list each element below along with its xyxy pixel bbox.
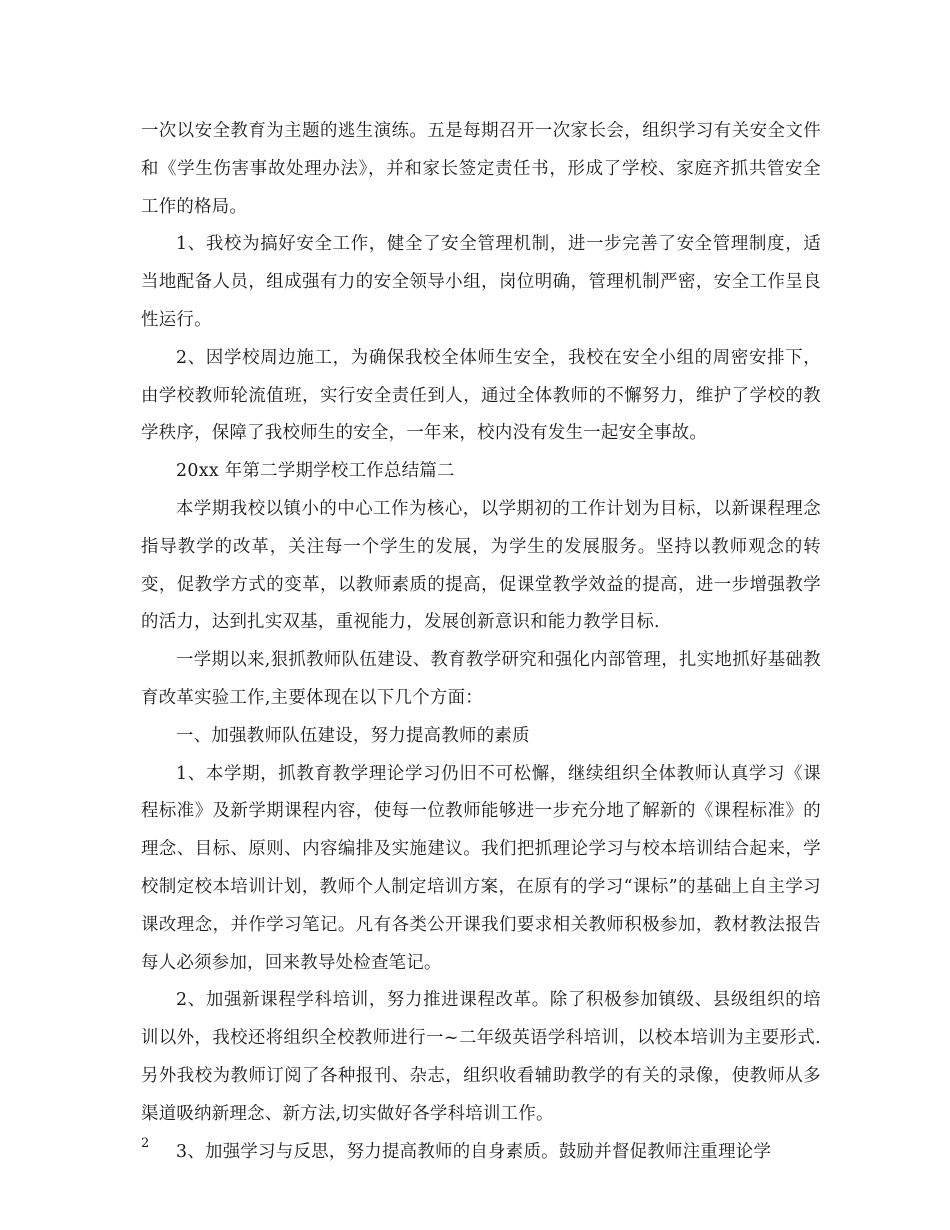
paragraph-8: 1、本学期，抓教育教学理论学习仍旧不可松懈，继续组织全体教师认真学习《课程标准》及新学期课程内容，使每一位教师能够进一步充分地了解新的《课程标准》的理念、目标、原则、内容编排及实施建议。我们把抓理论学习与校本培训结合起来，学校制定校本培训计划，教师个人制定培训方案，在原有的学习“课标”的基础上自主学习课改理念，并作学习笔记。凡有各类公开课我们要求相关教师积极参加，教材教法报告每人必须参加，回来教导处检查笔记。: [141, 763, 821, 973]
paragraph-10: 3、加强学习与反思，努力提高教师的自身素质。鼓励并督促教师注重理论学: [176, 1141, 772, 1162]
paragraph-5: 本学期我校以镇小的中心工作为核心，以学期初的工作计划为目标，以新课程理念指导教学的改革，关注每一个学生的发展，为学生的发展服务。坚持以教师观念的转变，促教学方式的变革，以教师素质的提高，促课堂教学效益的提高，进一步增强教学的活力，达到扎实双基，重视能力，发展创新意识和能力教学目标.: [141, 498, 821, 633]
body-text: [141, 113, 821, 1171]
paragraph-3: 2、因学校周边施工，为确保我校全体师生安全，我校在安全小组的周密安排下，由学校教师轮流值班，实行安全责任到人，通过全体教师的不懈努力，维护了学校的教学秩序，保障了我校师生的安全，一年来，校内没有发生一起安全事故。: [141, 347, 821, 444]
paragraph-2: 1、我校为搞好安全工作，健全了安全管理机制，进一步完善了安全管理制度，适当地配备人员，组成强有力的安全领导小组，岗位明确，管理机制严密，安全工作呈良性运行。: [141, 234, 821, 330]
page-number: 2: [141, 1136, 150, 1151]
paragraph-6: 一学期以来,狠抓教师队伍建设、教育教学研究和强化内部管理，扎实地抓好基础教育改革实验工作,主要体现在以下几个方面：: [141, 650, 821, 708]
paragraph-9: 2、加强新课程学科培训，努力推进课程改革。除了积极参加镇级、县级组织的培训以外，我校还将组织全校教师进行一~二年级英语学科培训，以校本培训为主要形式.另外我校为教师订阅了各种报刊、杂志，组织收看辅助教学的有关的录像，使教师从多渠道吸纳新理念、新方法,切实做好各学科培训工作。: [141, 990, 821, 1124]
section-title: 20xx 年第二学期学校工作总结篇二: [176, 461, 455, 482]
paragraph-1: 一次以安全教育为主题的逃生演练。五是每期召开一次家长会，组织学习有关安全文件和《学生伤害事故处理办法》，并和家长签定责任书，形成了学校、家庭齐抓共管安全工作的格局。: [141, 121, 821, 217]
section-heading-1: 一、加强教师队伍建设，努力提高教师的素质: [176, 725, 530, 746]
